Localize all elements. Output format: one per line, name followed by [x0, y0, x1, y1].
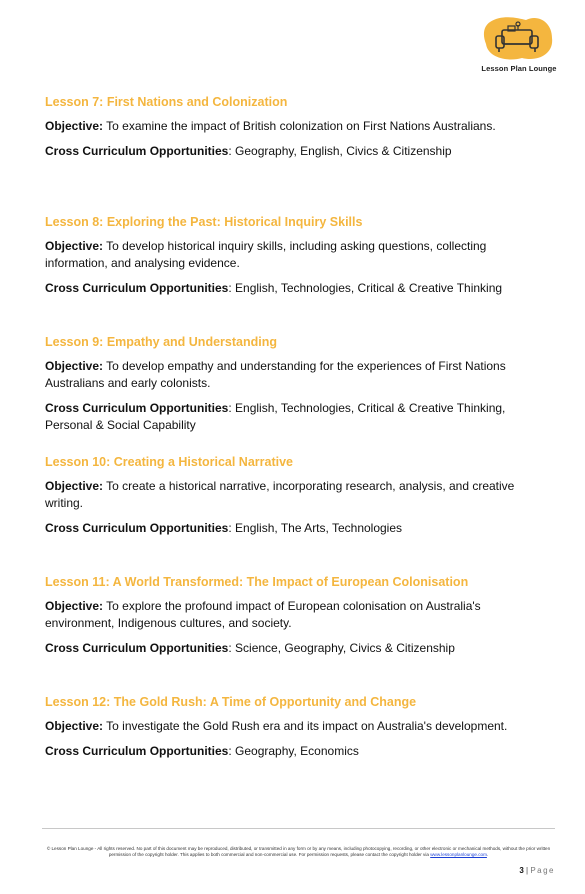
- objective-label: Objective:: [45, 119, 104, 133]
- lesson-title: Lesson 12: The Gold Rush: A Time of Opportunity and Change: [45, 695, 417, 709]
- lesson-title: Lesson 11: A World Transformed: The Impact of European Colonisation: [45, 575, 469, 589]
- objective-label: Objective:: [45, 239, 104, 253]
- footer-divider: [42, 828, 555, 829]
- lesson-7: [45, 94, 545, 214]
- lesson-title: Lesson 10: Creating a Historical Narrative: [45, 455, 294, 469]
- objective-text: To examine the impact of British colonization on First Nations Australians.: [106, 119, 496, 133]
- objective-label: Objective:: [45, 359, 104, 373]
- cross-curriculum-label: Cross Curriculum Opportunities: [45, 641, 229, 655]
- lesson-cross-curriculum: [45, 280, 545, 297]
- cross-curriculum-label: Cross Curriculum Opportunities: [45, 281, 229, 295]
- footer-copyright: © Lesson Plan Lounge - All rights reserved. No part of this document may be reproduced, distributed, or transmitted in any form or by any means, including photocopying, recording, or other electronic or mechanical methods, without the prior written permission of the copyright holder. This applies to both commercial and non-commercial use. For permission requests, please contact the copyright holder via www.lessonplanlounge.com.: [46, 846, 551, 857]
- cross-curriculum-text: : English, The Arts, Technologies: [228, 521, 403, 535]
- lesson-objective: [45, 718, 545, 735]
- objective-text: To create a historical narrative, incorporating research, analysis, and creative writing.: [45, 479, 515, 510]
- copyright-text: © Lesson Plan Lounge - All rights reserved. No part of this document may be reproduced, distributed, or transmitted in any form or by any means, including photocopying, recording, or other electronic or mechanical methods, without the prior written permission of the copyright holder. This applies to both commercial and non-commercial use. For permission requests, please contact the copyright holder via: [46, 846, 551, 857]
- cross-curriculum-text: : Geography, English, Civics & Citizenship: [228, 144, 452, 158]
- lesson-objective: [45, 358, 545, 392]
- lesson-objective: [45, 598, 545, 632]
- page-number-value: 3: [519, 866, 524, 875]
- cross-curriculum-text: : Geography, Economics: [228, 744, 359, 758]
- lesson-9: [45, 334, 545, 454]
- cross-curriculum-text: : Science, Geography, Civics & Citizenship: [228, 641, 455, 655]
- cross-curriculum-label: Cross Curriculum Opportunities: [45, 521, 229, 535]
- lesson-cross-curriculum: [45, 640, 545, 657]
- objective-text: To investigate the Gold Rush era and its impact on Australia's development.: [106, 719, 508, 733]
- objective-text: To develop historical inquiry skills, including asking questions, collecting information, and analysing evidence.: [45, 239, 487, 270]
- page-word: Page: [530, 866, 555, 875]
- lesson-title: Lesson 8: Exploring the Past: Historical Inquiry Skills: [45, 215, 363, 229]
- brand-logo: [480, 16, 558, 78]
- sofa-logo-icon: [482, 16, 556, 64]
- lesson-cross-curriculum: [45, 520, 545, 537]
- lesson-title: Lesson 7: First Nations and Colonization: [45, 95, 288, 109]
- objective-label: Objective:: [45, 719, 104, 733]
- lesson-8: [45, 214, 545, 334]
- cross-curriculum-text: : English, Technologies, Critical & Creative Thinking, Personal & Social Capability: [45, 401, 506, 432]
- lesson-cross-curriculum: [45, 743, 545, 760]
- lesson-objective: [45, 238, 545, 272]
- cross-curriculum-label: Cross Curriculum Opportunities: [45, 144, 229, 158]
- lesson-list: [45, 94, 545, 814]
- lesson-11: [45, 574, 545, 694]
- cross-curriculum-label: Cross Curriculum Opportunities: [45, 744, 229, 758]
- objective-label: Objective:: [45, 479, 104, 493]
- objective-text: To develop empathy and understanding for the experiences of First Nations Australians and early colonists.: [45, 359, 506, 390]
- objective-text: To explore the profound impact of European colonisation on Australia's environment, Indigenous cultures, and society.: [45, 599, 481, 630]
- logo-text: Lesson Plan Lounge: [481, 64, 557, 73]
- page-number: [519, 866, 555, 875]
- page-separator: |: [523, 866, 531, 875]
- lesson-title: Lesson 9: Empathy and Understanding: [45, 335, 277, 349]
- cross-curriculum-label: Cross Curriculum Opportunities: [45, 401, 229, 415]
- lesson-cross-curriculum: [45, 143, 545, 160]
- lesson-12: [45, 694, 545, 814]
- lesson-objective: [45, 478, 545, 512]
- cross-curriculum-text: : English, Technologies, Critical & Creative Thinking: [228, 281, 503, 295]
- lesson-cross-curriculum: [45, 400, 545, 434]
- objective-label: Objective:: [45, 599, 104, 613]
- website-link[interactable]: www.lessonplanlounge.com: [430, 852, 487, 857]
- lesson-10: [45, 454, 545, 574]
- lesson-objective: [45, 118, 545, 135]
